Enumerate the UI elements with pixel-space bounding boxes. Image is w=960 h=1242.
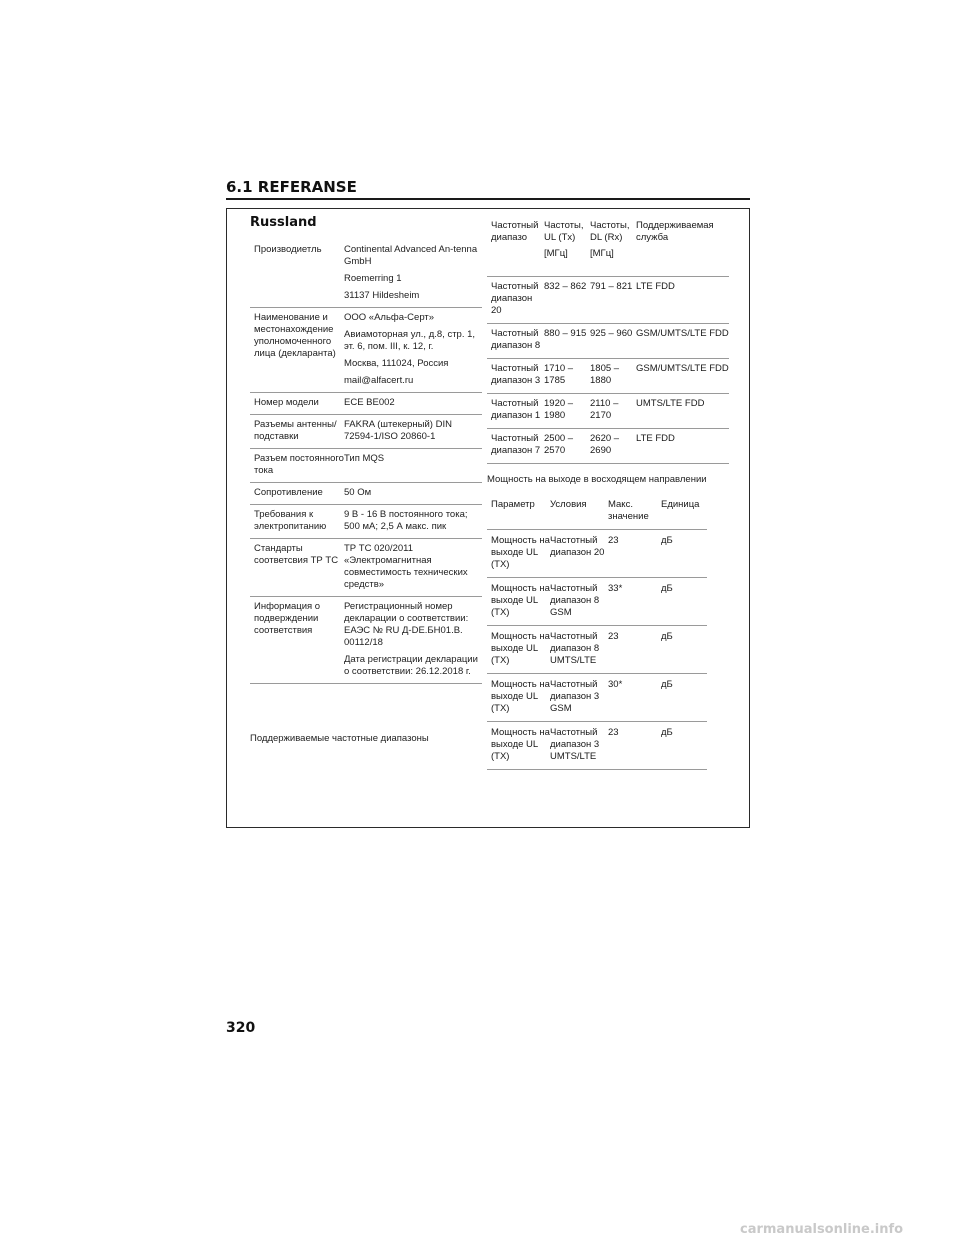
table-header-cell: Единица: [661, 499, 700, 510]
table-cell: дБ: [661, 727, 673, 738]
table-header-cell: Частотный диапазо: [491, 220, 539, 243]
info-row-standards: [250, 539, 482, 597]
header-rule: [226, 198, 750, 200]
table-cell: Частотный диапазон 20: [491, 281, 539, 316]
table-cell: Мощность на выходе UL (TX): [491, 679, 550, 714]
info-value: [344, 397, 482, 409]
table-header-cell: [544, 220, 590, 264]
table-cell: Частотный диапазон 8 GSM: [550, 583, 600, 618]
table-cell: 1805 – 1880: [590, 363, 620, 386]
info-row-antenna-connectors: [250, 415, 482, 449]
info-row-dc-connector: [250, 449, 482, 483]
table-row: [487, 626, 707, 674]
table-cell: 30*: [608, 679, 623, 690]
info-value: [344, 543, 482, 591]
table-cell: 23: [608, 727, 619, 738]
table-header-cell: Макс. значение: [608, 499, 649, 522]
info-value: [344, 312, 482, 387]
info-value: [344, 453, 482, 477]
table-row: [487, 722, 707, 770]
info-row-manufacturer: [250, 240, 482, 308]
table-row: [487, 359, 729, 394]
table-header-cell: Условия: [550, 499, 587, 510]
header-label: Частоты, UL (Tx): [544, 220, 584, 243]
table-cell: 791 – 821: [590, 281, 633, 292]
table-cell: LTE FDD: [636, 433, 675, 444]
info-row-model: [250, 393, 482, 415]
table-cell: 880 – 915: [544, 328, 587, 339]
table-cell: 2500 – 2570: [544, 433, 574, 456]
info-value-line: Тип MQS: [344, 453, 385, 464]
table-cell: Мощность на выходе UL (TX): [491, 535, 550, 570]
table-cell: 2620 – 2690: [590, 433, 620, 456]
info-key: Производиетль: [254, 244, 322, 255]
table-cell: дБ: [661, 631, 673, 642]
table-cell: 1710 – 1785: [544, 363, 574, 386]
right-column: [487, 216, 729, 770]
table-cell: Частотный диапазон 7: [491, 433, 541, 456]
output-power-table: [487, 494, 707, 770]
table-cell: 23: [608, 535, 619, 546]
table-header-row: [487, 494, 707, 530]
supported-bands-label: Поддерживаемые частотные диапазоны: [250, 733, 429, 744]
power-caption: Мощность на выходе в восходящем направлении: [487, 474, 707, 485]
table-cell: 925 – 960: [590, 328, 633, 339]
info-key: Номер модели: [254, 397, 319, 408]
info-key: Наименование и местонахождение уполномоченного лица (декларанта): [254, 312, 336, 359]
table-cell: Частотный диапазон 1: [491, 398, 541, 421]
table-cell: Частотный диапазон 3 UMTS/LTE: [550, 727, 600, 762]
table-cell: Частотный диапазон 8 UMTS/LTE: [550, 631, 600, 666]
table-cell: 23: [608, 631, 619, 642]
info-value-line: ООО «Альфа-Серт»: [344, 312, 435, 323]
info-value-line: 9 В - 16 В постоянного тока; 500 мА; 2,5 А макс. пик: [344, 509, 468, 532]
info-table: [250, 240, 482, 684]
table-cell: дБ: [661, 583, 673, 594]
table-header-cell: [590, 220, 636, 264]
header-label: Частоты, DL (Rx): [590, 220, 630, 243]
info-key: Информация о подверждении соответствия: [254, 601, 321, 636]
info-value-line: Москва, 111024, Россия: [344, 358, 449, 369]
table-cell: дБ: [661, 679, 673, 690]
section-title: Russland: [250, 215, 317, 230]
info-value-line: ECE BE002: [344, 397, 395, 408]
table-cell: Частотный диапазон 20: [550, 535, 605, 558]
info-value-line: 31137 Hildesheim: [344, 290, 420, 301]
header-unit: [МГц]: [590, 248, 614, 259]
table-row: [487, 429, 729, 464]
frequency-bands-table: [487, 216, 729, 464]
info-key: Сопротивление: [254, 487, 323, 498]
watermark: carmanualsonline.info: [740, 1222, 904, 1237]
info-value-line: Continental Advanced An-tenna GmbH: [344, 244, 478, 267]
table-cell: 832 – 862: [544, 281, 587, 292]
table-cell: Частотный диапазон 3: [491, 363, 541, 386]
info-value: [344, 419, 482, 443]
info-value-line: mail@alfacert.ru: [344, 375, 414, 386]
info-value-line: Авиамоторная ул., д.8, стр. 1, эт. 6, пом. III, к. 12, г.: [344, 329, 476, 352]
table-row: [487, 277, 729, 324]
page-number: 320: [226, 1020, 256, 1036]
table-row: [487, 674, 707, 722]
table-row: [487, 324, 729, 359]
info-value: [344, 509, 482, 533]
table-cell: UMTS/LTE FDD: [636, 398, 705, 409]
table-header-row: [487, 216, 729, 277]
info-row-impedance: [250, 483, 482, 505]
table-cell: LTE FDD: [636, 281, 675, 292]
info-value-line: ТР ТС 020/2011 «Электромагнитная совместимость технических средств»: [344, 543, 468, 590]
info-row-declarant: [250, 308, 482, 393]
table-cell: Частотный диапазон 3 GSM: [550, 679, 600, 714]
info-key: Стандарты соответсвия ТР ТС: [254, 543, 339, 566]
table-header-cell: Поддерживаемая служба: [636, 220, 714, 243]
section-header: 6.1 REFERANSE: [226, 178, 357, 196]
table-cell: Мощность на выходе UL (TX): [491, 583, 550, 618]
info-key: Разъемы антенны/ подставки: [254, 419, 337, 442]
info-value-line: 50 Ом: [344, 487, 372, 498]
info-value-line: Регистрационный номер декларации о соответствии: ЕАЭС № RU Д-DE.БН01.В. 00112/18: [344, 601, 469, 648]
info-value-line: FAKRA (штекерный) DIN 72594-1/ISO 20860-1: [344, 419, 452, 442]
info-value-line: Дата регистрации декларации о соответствии: 26.12.2018 г.: [344, 654, 478, 677]
table-row: [487, 394, 729, 429]
info-value: [344, 601, 482, 678]
table-cell: GSM/UMTS/LTE FDD: [636, 328, 729, 339]
table-cell: Мощность на выходе UL (TX): [491, 631, 550, 666]
info-row-power-requirements: [250, 505, 482, 539]
table-cell: GSM/UMTS/LTE FDD: [636, 363, 729, 374]
table-row: [487, 530, 707, 578]
info-value: [344, 487, 482, 499]
table-row: [487, 578, 707, 626]
info-row-conformity: [250, 597, 482, 684]
info-value-line: Roemerring 1: [344, 273, 402, 284]
info-value: [344, 244, 482, 302]
info-key: Разъем постоянного тока: [254, 453, 344, 476]
table-cell: дБ: [661, 535, 673, 546]
table-cell: Мощность на выходе UL (TX): [491, 727, 550, 762]
table-cell: 33*: [608, 583, 623, 594]
table-cell: 1920 – 1980: [544, 398, 574, 421]
table-header-cell: Параметр: [491, 499, 535, 510]
table-cell: 2110 – 2170: [590, 398, 619, 421]
table-cell: Частотный диапазон 8: [491, 328, 541, 351]
header-unit: [МГц]: [544, 248, 568, 259]
info-key: Требования к электропитанию: [254, 509, 327, 532]
